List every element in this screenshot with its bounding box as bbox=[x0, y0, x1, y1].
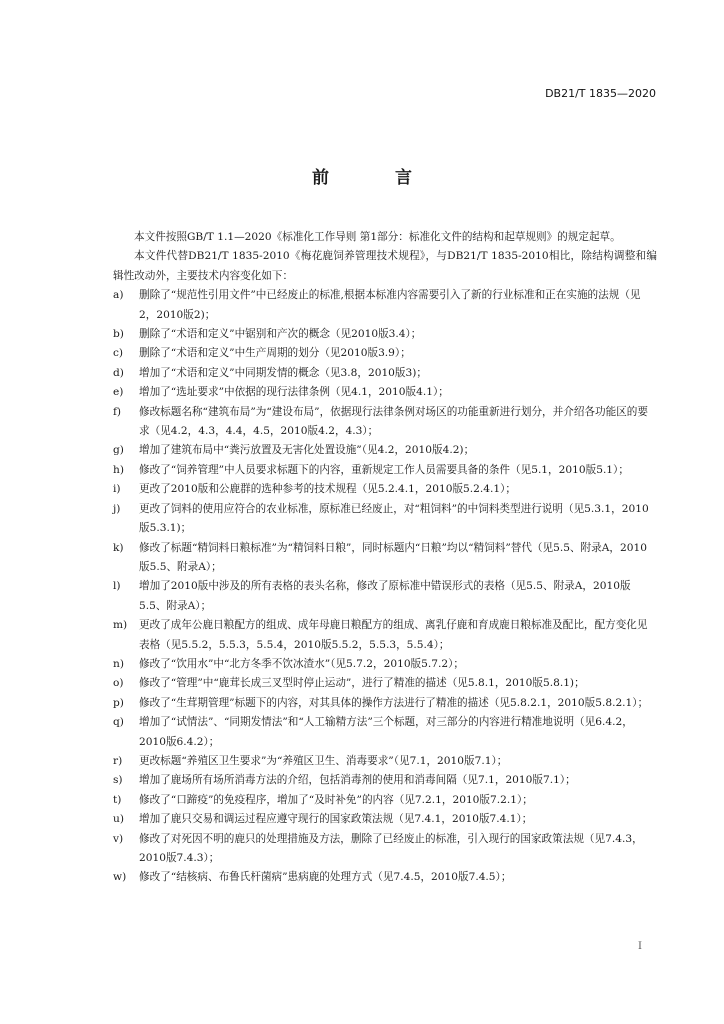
change-item-label: g) bbox=[113, 444, 124, 457]
change-item bbox=[113, 577, 657, 616]
change-item bbox=[113, 325, 657, 344]
change-item-text: 修改了“结核病、布鲁氏杆菌病”患病鹿的处理方式（见7.4.5，2010版7.4.5）； bbox=[139, 871, 512, 884]
change-item-text: 修改了标题“精饲料日粮标准”为“精饲料日粮”，同时标题内“日粮”均以“精饲料”替代（见5.5、附录A，2010版5.5、附录A）； bbox=[139, 541, 647, 573]
change-item-label: d) bbox=[113, 366, 124, 379]
change-item-text: 更改了饲料的使用应符合的农业标准，原标准已经废止，对“粗饲料”的中饲料类型进行说明（见5.3.1，2010版5.3.1)； bbox=[139, 502, 649, 535]
change-item-text: 修改了“管理”中“鹿茸长成三叉型时停止运动”，进行了精准的描述（见5.8.1，2010版5.8.1)； bbox=[139, 677, 585, 690]
change-item-text: 增加了“试情法”、“同期发情法”和“人工输精方法”三个标题，对三部分的内容进行精准地说明（见6.4.2，2010版6.4.2）； bbox=[139, 716, 633, 748]
change-item-label: a) bbox=[113, 289, 124, 302]
change-item bbox=[113, 713, 657, 752]
change-item-text: 删除了“术语和定义”中锯别和产次的概念（见2010版3.4）； bbox=[139, 328, 422, 341]
change-item-label: i) bbox=[113, 483, 121, 496]
change-item-text: 修改了对死因不明的鹿只的处理措施及方法，删除了已经废止的标准，引入现行的国家政策法规（见7.4.3，2010版7.4.3）； bbox=[139, 832, 643, 864]
change-item-text: 修改标题名称“建筑布局”为“建设布局”，依据现行法律条例对场区的功能重新进行划分，并介绍各功能区的要求（见4.2，4.3，4.4，4.5，2010版4.2，4.3）； bbox=[139, 405, 648, 438]
change-item bbox=[113, 500, 657, 539]
intro-paragraph: 本文件按照GB/T 1.1—2020《标准化工作导则 第1部分：标准化文件的结构和起草规则》的规定起草。 bbox=[134, 231, 621, 243]
change-item-label: m) bbox=[113, 619, 128, 632]
change-item bbox=[113, 364, 657, 383]
change-item bbox=[113, 461, 657, 480]
page-number: I bbox=[638, 941, 642, 952]
change-item-text: 增加了鹿场所有场所消毒方法的介绍，包括消毒剂的使用和消毒间隔（见7.1，2010版7.1）； bbox=[139, 774, 576, 787]
change-item-label: c) bbox=[113, 347, 124, 360]
change-item bbox=[113, 616, 657, 655]
change-item bbox=[113, 286, 657, 325]
standard-code: DB21/T 1835—2020 bbox=[545, 87, 656, 100]
change-item-label: p) bbox=[113, 696, 124, 709]
change-item bbox=[113, 810, 657, 829]
change-item bbox=[113, 655, 657, 674]
change-item-label: w) bbox=[113, 871, 127, 884]
change-item bbox=[113, 771, 657, 790]
change-item-text: 修改了“生茸期管理”标题下的内容，对其具体的操作方法进行了精准的描述（见5.8.2.1，2010版5.8.2.1）； bbox=[139, 696, 649, 709]
change-item bbox=[113, 539, 657, 578]
change-item bbox=[113, 344, 657, 363]
change-item-label: s) bbox=[113, 774, 123, 787]
change-item bbox=[113, 752, 657, 771]
change-item-text: 删除了“规范性引用文件”中已经废止的标准,根据本标准内容需要引入了新的行业标准和正在实施的法规（见2，2010版2)； bbox=[139, 289, 641, 321]
change-item-label: l) bbox=[113, 580, 121, 593]
change-item-text: 更改了2010版和公鹿群的选种参考的技术规程（见5.2.4.1，2010版5.2.4.1）； bbox=[139, 483, 516, 496]
change-item-label: j) bbox=[113, 502, 121, 515]
change-item-label: t) bbox=[113, 793, 122, 806]
change-item-label: q) bbox=[113, 716, 124, 729]
change-item bbox=[113, 480, 657, 499]
change-item-label: f) bbox=[113, 405, 122, 418]
change-item-label: r) bbox=[113, 754, 123, 767]
document-body bbox=[113, 228, 657, 888]
change-item-text: 增加了2010版中涉及的所有表格的表头名称，修改了原标准中错误形式的表格（见5.5、附录A，2010版5.5、附录A）； bbox=[139, 580, 631, 612]
change-item-text: 修改了“饲养管理”中人员要求标题下的内容，重新规定工作人员需要具备的条件（见5.1，2010版5.1）； bbox=[139, 463, 629, 476]
change-item-label: o) bbox=[113, 677, 124, 690]
change-item-text: 增加了“选址要求”中依据的现行法律条例（见4.1，2010版4.1）； bbox=[139, 386, 449, 399]
change-list bbox=[113, 286, 657, 888]
change-item-text: 增加了鹿只交易和调运过程应遵守现行的国家政策法规（见7.4.1，2010版7.4.1）； bbox=[139, 813, 533, 826]
change-item-text: 更改标题“养殖区卫生要求”为“养殖区卫生、消毒要求”（见7.1，2010版7.1）； bbox=[139, 754, 508, 767]
intro-paragraph: 本文件代替DB21/T 1835-2010《梅花鹿饲养管理技术规程》，与DB21/T 1835-2010相比，除结构调整和编辑性改动外，主要技术内容变化如下： bbox=[113, 250, 657, 282]
change-item bbox=[113, 403, 657, 442]
change-item bbox=[113, 441, 657, 460]
change-item bbox=[113, 383, 657, 402]
change-item-label: n) bbox=[113, 657, 124, 670]
change-item-text: 修改了“口蹄疫”的免疫程序，增加了“及时补免”的内容（见7.2.1，2010版7.2.1）； bbox=[139, 793, 533, 806]
change-item bbox=[113, 791, 657, 810]
change-item-label: e) bbox=[113, 386, 124, 399]
change-item-text: 更改了成年公鹿日粮配方的组成、成年母鹿日粮配方的组成、离乳仔鹿和育成鹿日粮标准及配比，配方变化见表格（见5.5.2，5.5.3，5.5.4，2010版5.5.2，5.5.3，5.5.4）； bbox=[139, 619, 648, 651]
section-title: 前 言 bbox=[312, 168, 442, 188]
change-item bbox=[113, 868, 657, 887]
change-item-label: k) bbox=[113, 541, 124, 554]
change-item-label: v) bbox=[113, 832, 124, 845]
change-item-label: u) bbox=[113, 813, 124, 826]
change-item-label: b) bbox=[113, 328, 124, 341]
change-item-label: h) bbox=[113, 463, 124, 476]
change-item bbox=[113, 830, 657, 869]
change-item-text: 修改了“饮用水”中“北方冬季不饮冰渣水”（见5.7.2，2010版5.7.2）； bbox=[139, 657, 464, 670]
change-item-text: 增加了“术语和定义”中同期发情的概念（见3.8，2010版3)； bbox=[139, 366, 427, 379]
change-item-text: 删除了“术语和定义”中生产周期的划分（见2010版3.9）； bbox=[139, 347, 411, 360]
change-item bbox=[113, 694, 657, 713]
change-item-text: 增加了建筑布局中“粪污放置及无害化处置设施”（见4.2，2010版4.2)； bbox=[139, 444, 475, 457]
change-item bbox=[113, 674, 657, 693]
